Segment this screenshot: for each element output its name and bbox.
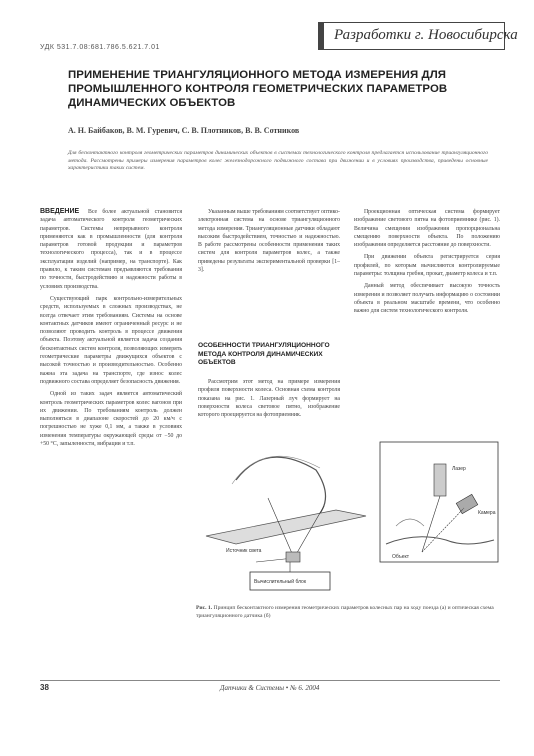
journal-name: Датчики & Системы • № 6. 2004	[220, 684, 320, 692]
article-title: ПРИМЕНЕНИЕ ТРИАНГУЛЯЦИОННОГО МЕТОДА ИЗМЕРЕНИЯ ДЛЯ ПРОМЫШЛЕННОГО КОНТРОЛЯ ГЕОМЕТРИЧЕСКИХ ПАРАМЕТРОВ ДИНАМИЧЕСКИХ ОБЪЕКТОВ	[68, 69, 448, 109]
camera-device	[456, 494, 478, 513]
column-3	[354, 208, 500, 440]
label-object: Объект	[392, 554, 410, 560]
column-1	[40, 208, 182, 596]
label-processor: Вычислительный блок	[254, 579, 307, 585]
wheel-arc	[236, 457, 326, 520]
inset-frame	[380, 442, 498, 562]
col3-paragraph-1: Проекционная оптическая система формирует изображение светового пятна на фотоприемнике (рис. 1). Величина смещения изображения пропорциональна смещению поверхности объекта. По положению изображения определяется расстояние до поверхности.	[354, 209, 500, 249]
udk-code: УДК 531.7.08:681.786.5.621.7.01	[40, 44, 160, 51]
page-number: 38	[40, 683, 49, 692]
col2-paragraph-2: Рассмотрим этот метод на примере измерения профиля поверхности колеса. Основная схема контроля показана на рис. 1. Лазерный луч формирует на поверхности колеса световое пятно, изображение которого проецируется на фотоприемник.	[198, 379, 340, 419]
col2-paragraph-1: Указанным выше требованиям соответствует оптико-электронная система на основе триангуляционного метода измерения. Триангуляционные датчики обладают высоким быстродействием, точностью и надежностью. В работе рассмотрены особенности применения таких систем для контроля параметров колес, а также приведены результаты экспериментальной проверки [1–3].	[198, 209, 340, 274]
col1-paragraph-2: Существующий парк контрольно-измерительных средств, используемых в сложных производствах, не всегда отвечает этим требованиям. Системы на основе контактных датчиков имеют ограниченный ресурс и не позволяют проводить контроль в процессе движения объекта. Поэтому актуальной является задача создания бесконтактных систем контроля, позволяющих измерять геометрические параметры движущихся объектов с высокой точностью и производительностью. Особенно важна эта задача на транспорте, где износ колес подвижного состава определяет безопасность движения.	[40, 295, 182, 385]
label-laser: Лазер	[452, 466, 466, 472]
inset-reflect	[422, 508, 464, 552]
article-authors: А. Н. Байбаков, В. М. Гуревич, С. В. Плотников, В. В. Сотников	[68, 126, 300, 135]
laser-beam-2	[294, 506, 324, 558]
column-2-lower	[198, 378, 340, 440]
light-source	[286, 552, 300, 562]
label-source: Источник света	[226, 548, 262, 554]
object-profile	[386, 537, 494, 544]
rubric-label: Разработки г. Новосибирска	[334, 27, 518, 43]
column-2	[198, 208, 340, 330]
col1-paragraph-3: Одной из таких задач является автоматический контроль геометрических параметров колес вагонов при их движении. По требованиям контроль должен выполняться в диапазоне скоростей до 20 км/ч с погрешностью не хуже 0,1 мм, а также в условиях изменения температуры окружающей среды от −50 до +50 °С, запыленности, вибрации и т.п.	[40, 391, 182, 448]
intro-heading: ВВЕДЕНИЕ	[40, 208, 80, 215]
article-abstract: Для бесконтактного контроля геометрических параметров динамических объектов в системах технологического контроля предлагается использование триангуляционного метода. Рассмотрены примеры измерения параметров колес железнодорожного подвижного состава при движении и в условиях производства, приведены основные характеристики таких систем.	[68, 150, 488, 172]
col3-paragraph-2: При движении объекта регистрируется серия профилей, по которым вычисляются контролируемые параметры: толщина гребня, прокат, диаметр колеса и т.п.	[354, 254, 500, 278]
section-heading: ОСОБЕННОСТИ ТРИАНГУЛЯЦИОННОГО МЕТОДА КОНТРОЛЯ ДИНАМИЧЕСКИХ ОБЪЕКТОВ	[198, 342, 330, 366]
figure-diagram	[196, 440, 500, 600]
rubric-box	[318, 22, 518, 50]
caption-number: Рис. 1.	[196, 605, 213, 611]
footer-rule	[40, 680, 500, 681]
col1-paragraph-1: Все более актуальной становится задача автоматического контроля геометрических параметров. Системы непрерывного контроля применяются как в промышленности (для контроля параметров готовой продукции и параметров технологического процесса), так и в процессе эксплуатации изделий (например, на транспорте). Как правило, к таким системам предъявляются требования по точности, быстродействию и надежности работы в условиях производства.	[40, 209, 182, 290]
inset-beam	[422, 496, 440, 552]
caption-text: Принцип бесконтактного измерения геометрических параметров колесных пар на ходу поезда (а) и оптическая схема триангуляционного датчика (б)	[196, 605, 494, 619]
col3-paragraph-3: Данный метод обеспечивает высокую точность измерения и позволяет получать информацию о состоянии объекта в реальном масштабе времени, что особенно важно для систем технологического контроля.	[354, 283, 500, 315]
figure-1	[196, 440, 500, 600]
label-camera: Камера	[478, 510, 496, 516]
inset-lens-arc	[396, 519, 424, 526]
laser-device	[434, 464, 446, 496]
figure-caption	[196, 605, 500, 620]
